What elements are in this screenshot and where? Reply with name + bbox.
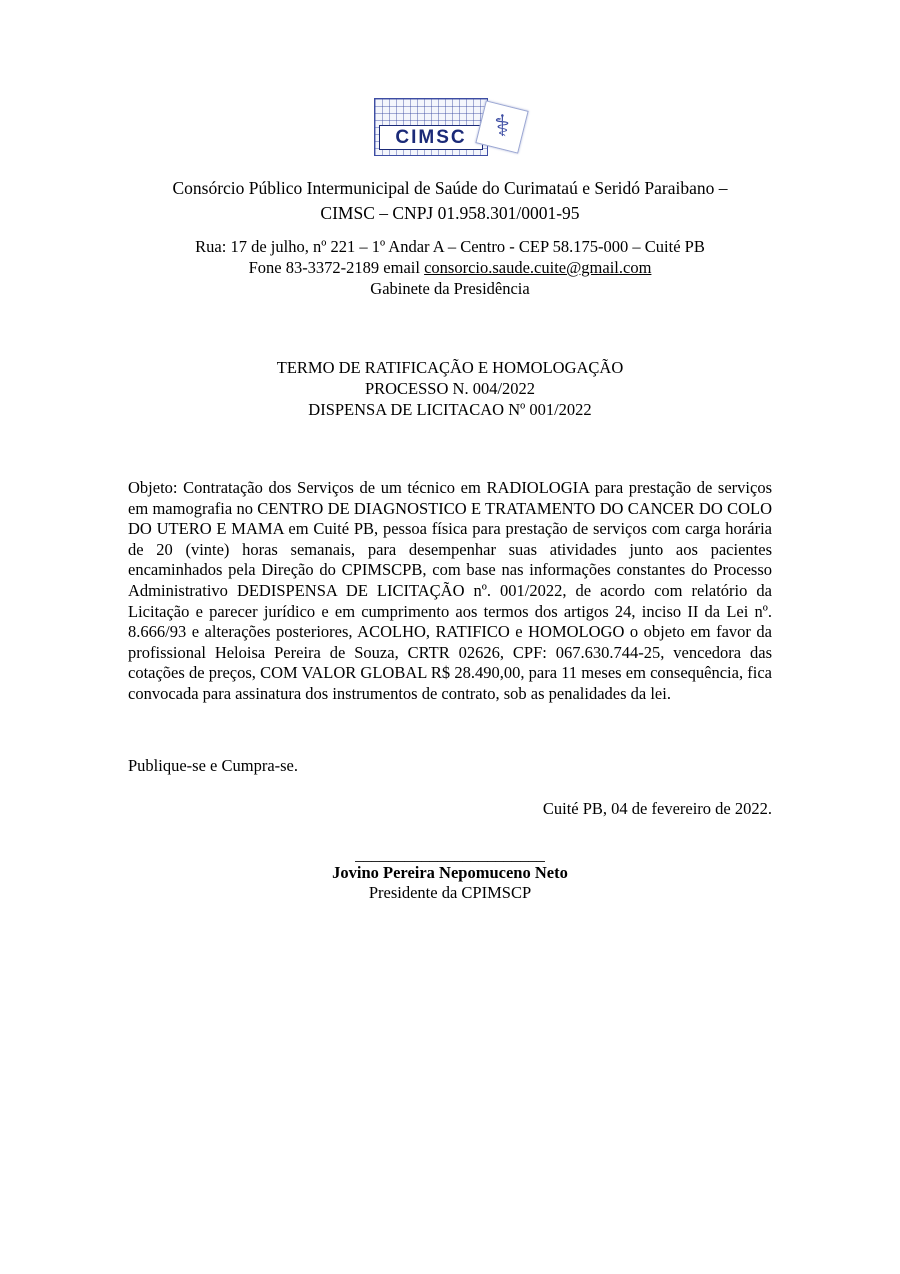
- office-line: Gabinete da Presidência: [370, 279, 530, 298]
- signature-block: [128, 844, 772, 903]
- body-paragraph: Objeto: Contratação dos Serviços de um técnico em RADIOLOGIA para prestação de serviços em mamografia no CENTRO DE DIAGNOSTICO E TRATAMENTO DO CANCER DO COLO DO UTERO E MAMA em Cuité PB, pessoa física para prestação de serviços com carga horária de 20 (vinte) horas semanais, para desempenhar suas atividades junto aos pacientes encaminhados pela Direção do CPIMSCPB, com base nas informações constantes do Processo Administrativo DEDISPENSA DE LICITAÇÃO nº. 001/2022, de acordo com relatório da Licitação e parecer jurídico e em cumprimento aos termos dos artigos 24, inciso II da Lei nº. 8.666/93 e alterações posteriores, ACOLHO, RATIFICO e HOMOLOGO o objeto em favor da profissional Heloisa Pereira de Souza, CRTR 02626, CPF: 067.630.744-25, vencedora das cotações de preços, COM VALOR GLOBAL R$ 28.490,00, para 11 meses em consequência, fica convocada para assinatura dos instrumentos de contrato, sob as penalidades da lei.: [128, 478, 772, 703]
- org-name-line2: CIMSC – CNPJ 01.958.301/0001-95: [320, 203, 580, 223]
- logo-area: [128, 98, 772, 160]
- title-line-2: PROCESSO N. 004/2022: [364, 379, 536, 398]
- title-line-3: DISPENSA DE LICITACAO Nº 001/2022: [308, 400, 592, 419]
- signature-line: _______________________: [355, 844, 545, 864]
- address-line: Rua: 17 de julho, nº 221 – 1º Andar A – Centro - CEP 58.175-000 – Cuité PB: [195, 237, 705, 256]
- org-name-line1: Consórcio Público Intermunicipal de Saúde do Curimataú e Seridó Paraibano –: [172, 178, 728, 198]
- signer-title: Presidente da CPIMSCP: [368, 882, 532, 902]
- publish-line: Publique-se e Cumpra-se.: [128, 755, 299, 775]
- document-title: [128, 357, 772, 420]
- phone-line: [128, 257, 772, 278]
- title-line-1: TERMO DE RATIFICAÇÃO E HOMOLOGAÇÃO: [276, 358, 624, 377]
- cimsc-logo: [374, 98, 526, 160]
- email-link[interactable]: consorcio.saude.cuite@gmail.com: [424, 258, 652, 277]
- date-line: Cuité PB, 04 de fevereiro de 2022.: [542, 798, 772, 818]
- logo-text: CIMSC: [379, 125, 483, 150]
- caduceus-icon: ⚕: [493, 108, 511, 144]
- org-name-block: [128, 176, 772, 226]
- signer-name: Jovino Pereira Nepomuceno Neto: [332, 862, 568, 882]
- contact-block: [128, 236, 772, 299]
- phone-text: Fone 83-3372-2189 email: [248, 258, 420, 277]
